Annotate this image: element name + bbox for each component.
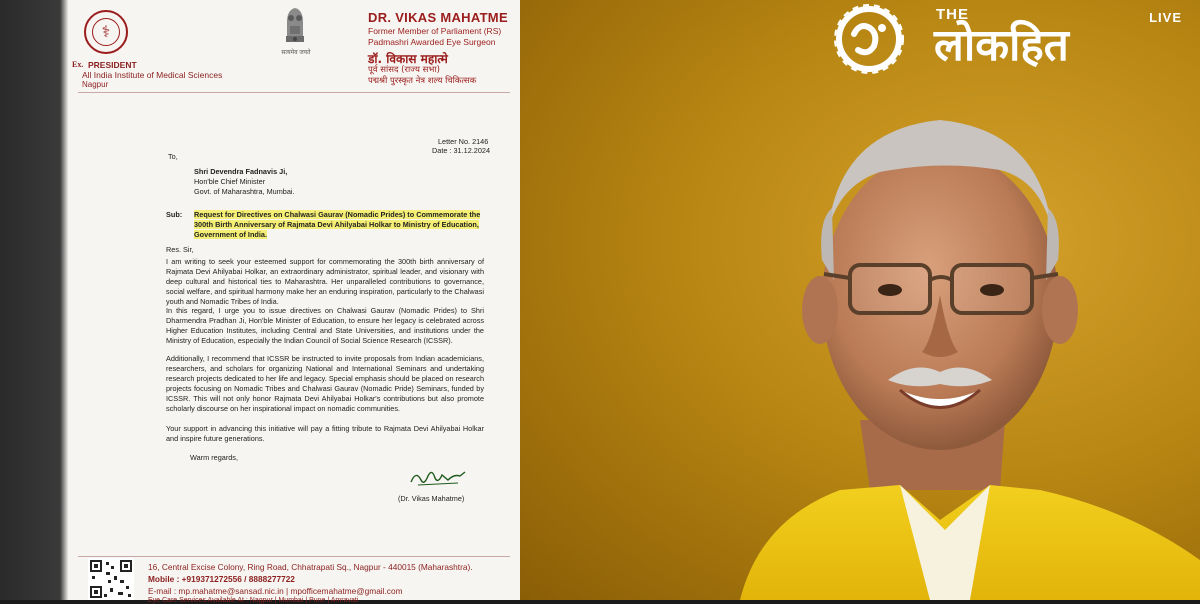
letterhead-line2: Padmashri Awarded Eye Surgeon (368, 37, 496, 47)
paragraph-3: Additionally, I recommend that ICSSR be instructed to invite proposals from Indian academicians, researchers, and scholars for organizing National and International Seminars and undertaking research projects dedicated to her life and legacy. Special emphasis should be placed on research projects focusing on Nomadic Tribes and Chalwasi Gaurav (Nomadic Pride) Seminars, funded by ICSSR. This will not only honor Rajmata Devi Ahilyabai Holkar's contributions but also promote scholarly discourse on her inspirational impact on nomadic communities. (166, 354, 484, 413)
footer-divider (78, 556, 510, 557)
letterhead-dev-line1: पूर्व सांसद (राज्य सभा) (368, 65, 440, 75)
subject-label: Sub: (166, 210, 183, 219)
caduceus-icon: ⚕ (92, 18, 120, 46)
letterhead-name: DR. VIKAS MAHATME (368, 10, 508, 25)
lokhit-logo-icon (830, 4, 908, 74)
national-emblem-icon (278, 2, 312, 48)
addressee-office: Govt. of Maharashtra, Mumbai. (194, 187, 295, 196)
brand-the: THE (936, 6, 969, 23)
footer-email: E-mail : mp.mahatme@sansad.nic.in | mpofficemahatme@gmail.com (148, 586, 403, 596)
politician-portrait (700, 90, 1200, 600)
letter-date: Date : 31.12.2024 (432, 146, 491, 155)
president-title: PRESIDENT (88, 60, 137, 70)
subject-highlight: Request for Directives on Chalwasi Gaurav (Nomadic Prides) to Commemorate the 300th Birth Anniversary of Rajmata Devi Ahilyabai Holkar to Ministry of Education, Government of India. (194, 210, 481, 239)
addressee-title: Hon'ble Chief Minister (194, 177, 266, 186)
letter-document (68, 0, 520, 604)
qr-code-icon (88, 558, 134, 600)
president-org: All India Institute of Medical Sciences (82, 70, 223, 80)
closing: Warm regards, (190, 453, 238, 462)
president-prefix: Ex. (72, 60, 84, 69)
subject-text (194, 210, 486, 240)
brand-live: LIVE (1149, 10, 1182, 25)
letterhead-dev-line2: पद्मश्री पुरस्कृत नेत्र शल्य चिकित्सक (368, 76, 477, 86)
letterhead-name-devanagari: डॉ. विकास महात्मे (368, 52, 448, 66)
president-city: Nagpur (82, 80, 109, 89)
signatory-name: (Dr. Vikas Mahatme) (398, 494, 465, 503)
portrait-panel (520, 0, 1200, 600)
to-label: To, (168, 152, 178, 161)
paragraph-2: In this regard, I urge you to issue directives on Chalwasi Gaurav (Nomadic Prides) to Shri Dharmendra Pradhan Ji, Hon'ble Minister of Education, to ensure her legacy is celebrated across Higher Education Institutes, including Central and State Universities, and institutions under the Ministry of Education, especially the Indian Council of Social Science Research (ICSSR). (166, 306, 484, 345)
addressee-name: Shri Devendra Fadnavis Ji, (194, 167, 288, 176)
emblem-motto: सत्यमेव जयते (281, 50, 311, 56)
footer-address: 16, Central Excise Colony, Ring Road, Chhatrapati Sq., Nagpur - 440015 (Maharashtra). (148, 562, 473, 572)
aiims-emblem (84, 10, 128, 54)
paragraph-4: Your support in advancing this initiative will pay a fitting tribute to Rajmata Devi Ahilyabai Holkar and inspire future generations. (166, 424, 484, 443)
letter-number: Letter No. 2146 (438, 137, 489, 146)
footer-services: Eye Care Services Available At : Nagpur | Mumbai | Pune | Amravati (148, 597, 359, 604)
letterhead-line1: Former Member of Parliament (RS) (368, 26, 502, 36)
paragraph-1: I am writing to seek your esteemed support for commemorating the 300th birth anniversary of Rajmata Devi Ahilyabai Holkar, an extraordinary administrator, spiritual leader, and visionary with deep cultural and historical ties to Maharashtra. Her unparalleled contributions to governance, social welfare, and spiritual harmony make her an enduring inspiration, particularly to the Chalwasi youth and Nomadic Tribes of India. (166, 257, 484, 306)
footer-mobile: Mobile : +919371272556 / 8888277722 (148, 574, 295, 584)
header-divider (78, 92, 510, 93)
signature-image (408, 466, 468, 488)
brand-logo (830, 4, 1182, 74)
brand-name: लोकहित (934, 20, 1069, 71)
salutation: Res. Sir, (166, 245, 194, 254)
